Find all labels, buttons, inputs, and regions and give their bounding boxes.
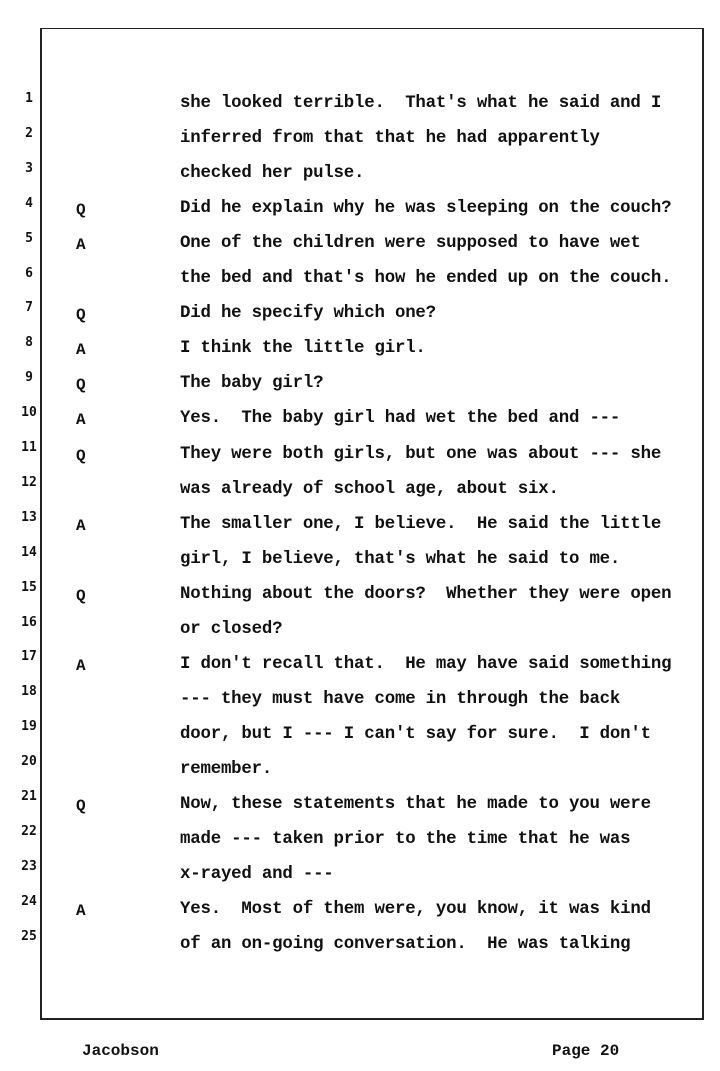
line-number: 11 xyxy=(21,440,37,455)
line-number: 6 xyxy=(25,265,33,281)
speaker-label: Q xyxy=(76,201,86,220)
line-number: 3 xyxy=(25,160,33,176)
transcript-line: made --- taken prior to the time that he was xyxy=(180,830,631,850)
transcript-line: remember. xyxy=(180,759,273,779)
transcript-line: Yes. Most of them were, you know, it was kind xyxy=(180,900,651,920)
speaker-label: A xyxy=(76,902,86,921)
line-number: 2 xyxy=(25,125,33,141)
transcript-line: The smaller one, I believe. He said the little xyxy=(180,514,662,534)
transcript-line: Nothing about the doors? Whether they were open xyxy=(180,584,672,604)
line-number: 24 xyxy=(21,893,37,909)
transcript-line: I don't recall that. He may have said something xyxy=(180,654,672,674)
speaker-label: Q xyxy=(76,586,86,605)
line-number: 13 xyxy=(21,509,37,525)
witness-name: Jacobson xyxy=(82,1042,159,1060)
speaker-label: A xyxy=(76,236,86,255)
transcript-line: door, but I --- I can't say for sure. I don't xyxy=(180,724,651,744)
line-number: 18 xyxy=(21,684,37,700)
line-number: 5 xyxy=(25,230,33,246)
transcript-line: I think the little girl. xyxy=(180,339,426,359)
transcript-line: Yes. The baby girl had wet the bed and --- xyxy=(180,409,621,429)
line-number: 19 xyxy=(21,719,37,735)
transcript-line: One of the children were supposed to have wet xyxy=(180,234,641,254)
transcript-line: --- they must have come in through the back xyxy=(180,689,621,709)
line-number: 12 xyxy=(21,474,37,490)
transcript-line: The baby girl? xyxy=(180,374,324,394)
speaker-label: Q xyxy=(76,797,86,815)
transcript-line: of an on-going conversation. He was talking xyxy=(180,935,631,955)
line-number: 8 xyxy=(25,335,33,351)
page-number: Page 20 xyxy=(552,1042,620,1060)
line-number: 9 xyxy=(25,370,33,386)
transcript-line: Did he specify which one? xyxy=(180,304,436,324)
line-number: 21 xyxy=(21,789,37,804)
speaker-label: Q xyxy=(76,376,86,395)
line-number: 16 xyxy=(21,614,37,630)
transcript-line: was already of school age, about six. xyxy=(180,479,559,499)
speaker-label: A xyxy=(76,516,86,535)
transcript-line: x-rayed and --- xyxy=(180,865,334,885)
line-number: 14 xyxy=(21,544,37,560)
transcript-line: inferred from that that he had apparently xyxy=(180,129,600,149)
transcript-line: Did he explain why he was sleeping on the couch? xyxy=(180,199,672,219)
transcript-line: she looked terrible. That's what he said and I xyxy=(180,94,662,113)
line-number: 23 xyxy=(21,858,37,874)
speaker-label: A xyxy=(76,341,86,360)
transcript-line: Now, these statements that he made to you were xyxy=(180,795,651,814)
line-number: 10 xyxy=(21,405,37,421)
transcript-line: checked her pulse. xyxy=(180,164,365,184)
line-number: 22 xyxy=(21,823,37,839)
speaker-label: Q xyxy=(76,446,86,465)
transcript-line: the bed and that's how he ended up on the couch. xyxy=(180,269,672,289)
line-number: 4 xyxy=(25,195,33,211)
line-number: 7 xyxy=(25,300,33,316)
speaker-label: A xyxy=(76,656,86,675)
transcript-line: They were both girls, but one was about --- she xyxy=(180,444,662,464)
line-number: 15 xyxy=(21,579,37,595)
line-number: 20 xyxy=(21,754,37,770)
line-number: 25 xyxy=(21,928,37,944)
transcript-line: or closed? xyxy=(180,619,283,639)
speaker-label: A xyxy=(76,411,86,430)
speaker-label: Q xyxy=(76,306,86,325)
transcript-line: girl, I believe, that's what he said to me. xyxy=(180,549,621,569)
line-number: 17 xyxy=(21,649,37,665)
line-number: 1 xyxy=(25,91,33,106)
